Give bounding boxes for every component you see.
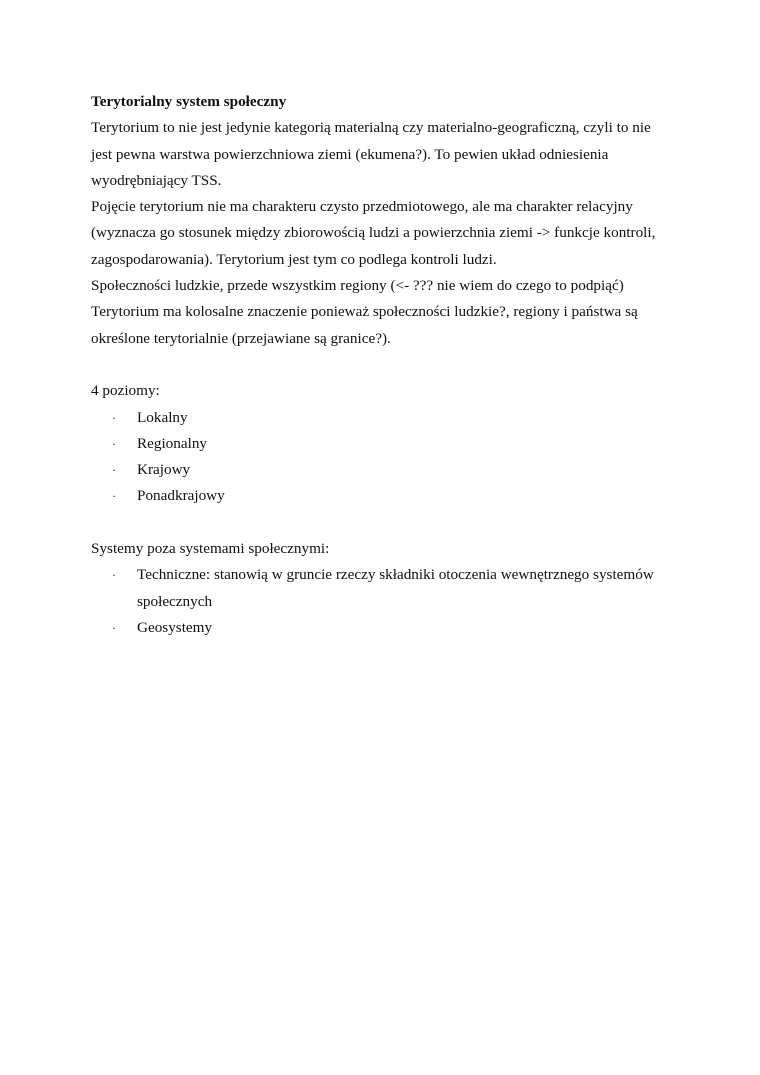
list-item-text: Ponadkrajowy <box>137 487 225 505</box>
paragraph-gap <box>91 352 691 378</box>
levels-list <box>91 405 691 510</box>
other-systems-list <box>91 562 691 641</box>
intro-line: (wyznacza go stosunek między zbiorowością ludzi a powierzchnia ziemi -> funkcje kontroli, <box>91 224 656 242</box>
bullet-icon: · <box>112 489 116 504</box>
list-item-text: Regionalny <box>137 434 208 452</box>
intro-line: Pojęcie terytorium nie ma charakteru czysto przedmiotowego, ale ma charakter relacyjny <box>91 198 633 216</box>
bullet-icon: · <box>112 436 116 451</box>
list-item <box>91 615 691 641</box>
document-page <box>91 89 691 641</box>
list-item-text-continuation: społecznych <box>137 592 213 610</box>
list-item <box>91 562 691 615</box>
bullet-icon: · <box>112 620 116 635</box>
intro-line: wyodrębniający TSS. <box>91 171 222 189</box>
list-item <box>91 457 691 483</box>
intro-line: Społeczności ludzkie, przede wszystkim regiony (<- ??? nie wiem do czego to podpiąć) <box>91 277 624 295</box>
bullet-icon: · <box>112 463 116 478</box>
intro-line: określone terytorialnie (przejawiane są granice?). <box>91 329 391 347</box>
intro-line: Terytorium ma kolosalne znaczenie ponieważ społeczności ludzkie?, regiony i państwa są <box>91 303 638 321</box>
list-item-text: Techniczne: stanowią w gruncie rzeczy składniki otoczenia wewnętrznego systemów <box>137 566 654 584</box>
document-title: Terytorialny system społeczny <box>91 93 287 110</box>
intro-line: jest pewna warstwa powierzchniowa ziemi (ekumena?). To pewien układ odniesienia <box>91 145 609 163</box>
list-item <box>91 483 691 509</box>
list-item <box>91 405 691 431</box>
list-item-text: Lokalny <box>137 408 188 426</box>
intro-line: zagospodarowania). Terytorium jest tym co podlega kontroli ludzi. <box>91 250 497 268</box>
other-systems-heading: Systemy poza systemami społecznymi: <box>91 540 330 558</box>
paragraph-gap <box>91 510 691 536</box>
levels-heading: 4 poziomy: <box>91 382 160 400</box>
list-item <box>91 431 691 457</box>
bullet-icon: · <box>112 410 116 425</box>
list-item-text: Geosystemy <box>137 618 213 636</box>
list-item-text: Krajowy <box>137 461 191 479</box>
bullet-icon: · <box>112 568 116 583</box>
intro-line: Terytorium to nie jest jedynie kategorią materialną czy materialno-geograficzną, czyli to nie <box>91 119 651 137</box>
